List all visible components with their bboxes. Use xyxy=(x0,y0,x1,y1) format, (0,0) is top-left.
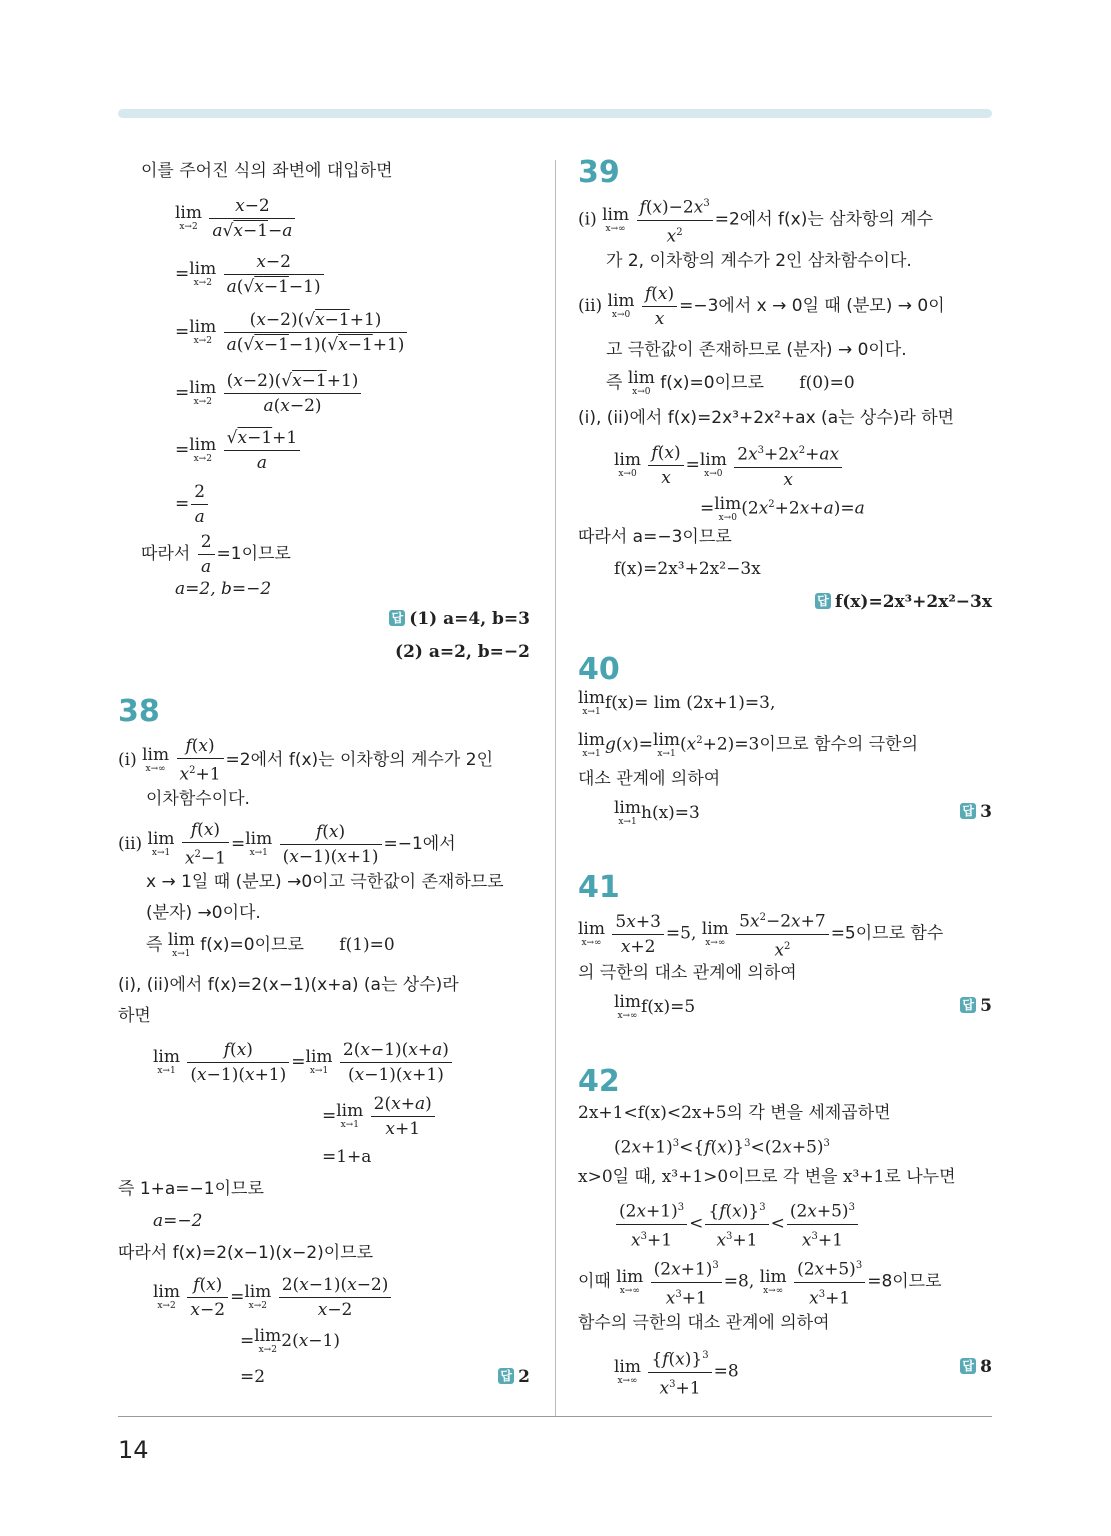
left-step-4: = lim x→2 $\frac{(x-2)(√x-1+1)}{a(x-2)}$ xyxy=(175,371,363,416)
p38-combine2: 하면 xyxy=(118,1006,151,1026)
p39-answer xyxy=(815,591,992,613)
answer-badge: 답 xyxy=(960,1358,976,1374)
p39-calc-2: = lim x→0 $(2x^2+2x+a)=a$ xyxy=(700,493,865,523)
p38-answer-text: 2 xyxy=(518,1367,530,1387)
footer-line xyxy=(118,1416,992,1417)
left-step-3: = lim x→2 $\frac{(x-2)(√x-1+1)}{a(√x-1-1)(√x-1+1)}$ xyxy=(175,310,409,355)
therefore-label: 따라서 xyxy=(141,544,191,564)
p40-line4: lim x→1 h(x)=3 xyxy=(614,798,700,827)
p41-line1-text: =5이므로 함수 xyxy=(830,923,944,944)
p39-ii-cont2b: f(x)=0이므로 xyxy=(660,373,764,393)
p42-ineq2: $\frac{(2x+1)^3}{x^3+1}$ < $\frac{\{f(x)\}^3}{x^3+1}$ < $\frac{(2x+5)^3}{x^3+1}$ xyxy=(614,1198,860,1250)
p38-then: 즉 1+a=−1이므로 xyxy=(118,1179,264,1199)
p38-answer xyxy=(498,1366,530,1388)
p38-ii-cont3a: 즉 xyxy=(146,935,163,955)
p38-ii-cont2: (분자) →0이다. xyxy=(146,903,261,923)
p42-answer-text: 8 xyxy=(980,1357,992,1377)
answer-badge: 답 xyxy=(960,803,976,819)
p38-i-text: =2에서 f(x)는 이차항의 계수가 2인 xyxy=(225,749,493,770)
page-number: 14 xyxy=(118,1436,149,1464)
p38-ii-cont3c: f(1)=0 xyxy=(339,935,395,955)
p40-answer xyxy=(960,801,992,823)
p39-fx: f(x)=2x³+2x²−3x xyxy=(614,559,761,579)
p38-ii-cont1: x → 1일 때 (분모) →0이고 극한값이 존재하므로 xyxy=(146,872,504,892)
answer-badge: 답 xyxy=(815,593,831,609)
answer-1-text: (1) a=4, b=3 xyxy=(409,609,530,629)
left-step-1: lim x→2 $\frac{x-2}{a√x-1-a}$ xyxy=(175,196,297,241)
answer-2: (2) a=2, b=−2 xyxy=(395,642,530,662)
p42-line3a: 이때 xyxy=(578,1271,611,1292)
p39-ii-cont2: 즉 lim x→0 f(x)=0이므로 f(0)=0 xyxy=(606,368,855,397)
problem-42-number: 42 xyxy=(578,1064,620,1099)
p38-ii-label: (ii) xyxy=(118,833,143,854)
p41-line3: lim x→∞ f(x)=5 xyxy=(614,992,696,1021)
problem-41-number: 41 xyxy=(578,870,620,905)
p39-ii-text: =−3에서 x → 0일 때 (분모) → 0이 xyxy=(679,296,945,316)
p41-line3-text: f(x)=5 xyxy=(641,997,696,1017)
p42-line2: x>0일 때, x³+1>0이므로 각 변을 x³+1로 나누면 xyxy=(578,1167,956,1187)
p41-answer-text: 5 xyxy=(980,996,992,1016)
left-step-5: = lim x→2 $\frac{√x-1+1}{a}$ xyxy=(175,428,302,473)
p40-line1-text: f(x)= lim (2x+1)=3, xyxy=(605,693,776,713)
p42-line3: 이때 lim x→∞ $\frac{(2x+1)^3}{x^3+1}$ =8, lim x→∞ $\frac{(2x+5)^3}{x^3+1}$ =8이므로 xyxy=(578,1256,942,1308)
p40-line2-text: 이므로 함수의 극한의 xyxy=(759,734,918,755)
p39-i-cont: 가 2, 이차항의 계수가 2인 삼차함수이다. xyxy=(606,251,912,271)
p38-ii-cont3: 즉 lim x→1 f(x)=0이므로 f(1)=0 xyxy=(146,930,395,959)
p39-combine: (i), (ii)에서 f(x)=2x³+2x²+ax (a는 상수)라 하면 xyxy=(578,408,955,428)
p38-calc-3: =1+a xyxy=(322,1147,372,1167)
left-therefore: 따라서 $\frac{2}{a}$ =1이므로 xyxy=(141,532,291,577)
p41-line1: lim x→∞ $\frac{5x+3}{x+2}$ =5, lim x→∞ $\frac{5x^2-2x+7}{x^2}$ =5이므로 함수 xyxy=(578,908,943,960)
p42-line4: 함수의 극한의 대소 관계에 의하여 xyxy=(578,1313,830,1333)
p38-ii-text: =−1에서 xyxy=(383,833,456,854)
p38-final-3: =2 xyxy=(240,1367,266,1387)
p39-ii-cont2c: f(0)=0 xyxy=(799,373,855,393)
p39-therefore: 따라서 a=−3이므로 xyxy=(578,527,732,547)
problem-40-number: 40 xyxy=(578,652,620,687)
p39-ii-cont1: 고 극한값이 존재하므로 (분자) → 0이다. xyxy=(606,340,907,360)
problem-38-number: 38 xyxy=(118,694,160,729)
p42-line3b: =8이므로 xyxy=(867,1271,942,1292)
p38-i: (i) lim x→∞ $\frac{f(x)}{x^2+1}$ =2에서 f(x)는 이차항의 계수가 2인 xyxy=(118,736,493,785)
p38-final-1: lim x→2 $\frac{f(x)}{x-2}$ = lim x→2 $\frac{2(x-1)(x-2)}{x-2}$ xyxy=(153,1275,393,1320)
p38-combine: (i), (ii)에서 f(x)=2(x−1)(x+a) (a는 상수)라 xyxy=(118,975,459,995)
p40-line1: lim x→1 f(x)= lim (2x+1)=3, xyxy=(578,688,776,717)
header-bar xyxy=(118,109,992,118)
p40-line4-text: h(x)=3 xyxy=(641,803,700,823)
p39-ii: (ii) lim x→0 $\frac{f(x)}{x}$ =−3에서 x → 0일 때 (분모) → 0이 xyxy=(578,284,945,329)
p40-line3: 대소 관계에 의하여 xyxy=(578,769,721,789)
intro-text: 이를 주어진 식의 좌변에 대입하면 xyxy=(141,161,393,181)
p38-ii-cont3b: f(x)=0이므로 xyxy=(200,935,304,955)
p38-therefore: 따라서 f(x)=2(x−1)(x−2)이므로 xyxy=(118,1243,374,1263)
p39-ii-cont2a: 즉 xyxy=(606,373,623,393)
p41-line2: 의 극한의 대소 관계에 의하여 xyxy=(578,963,797,983)
column-divider xyxy=(555,160,556,1416)
p39-i: (i) lim x→∞ $\frac{f(x)-2x^3}{x^2}$ =2에서 f(x)는 삼차항의 계수 xyxy=(578,194,933,246)
p38-calc-1: lim x→1 $\frac{f(x)}{(x-1)(x+1)}$ = lim x→1 $\frac{2(x-1)(x+a)}{(x-1)(x+1)}$ xyxy=(153,1040,454,1085)
p40-line2: lim x→1 g(x)= lim x→1 $(x^2+2)=3$이므로 함수의 극한의 xyxy=(578,729,918,759)
p39-i-text: =2에서 f(x)는 삼차항의 계수 xyxy=(714,209,934,230)
p38-i-cont: 이차함수이다. xyxy=(146,789,250,809)
left-result: a=2, b=−2 xyxy=(175,579,272,599)
answer-badge: 답 xyxy=(389,610,405,626)
left-step-2: = lim x→2 $\frac{x-2}{a(√x-1-1)}$ xyxy=(175,252,326,297)
p42-line1: 2x+1<f(x)<2x+5의 각 변을 세제곱하면 xyxy=(578,1103,891,1123)
eq-suffix: =1이므로 xyxy=(216,544,291,564)
p40-answer-text: 3 xyxy=(980,802,992,822)
p38-ii: (ii) lim x→1 $\frac{f(x)}{x^2-1}$ = lim x→1 $\frac{f(x)}{(x-1)(x+1)}$ =−1에서 xyxy=(118,820,456,869)
p38-a-val: a=−2 xyxy=(153,1211,203,1231)
p38-final-2: = lim x→2 2(x−1) xyxy=(240,1326,340,1355)
problem-39-number: 39 xyxy=(578,155,620,190)
p42-final: lim x→∞ $\frac{\{f(x)\}^3}{x^3+1}$ =8 xyxy=(614,1346,739,1398)
answer-1 xyxy=(389,608,530,630)
answer-badge: 답 xyxy=(498,1368,514,1384)
p42-ineq1: $(2x+1)^3<\{f(x)\}^3<(2x+5)^3$ xyxy=(614,1137,830,1158)
p39-calc-1: lim x→0 $\frac{f(x)}{x}$ = lim x→0 $\frac{2x^3+2x^2+ax}{x}$ xyxy=(614,441,844,490)
p38-calc-2: = lim x→1 $\frac{2(x+a)}{x+1}$ xyxy=(322,1094,437,1139)
p41-answer xyxy=(960,995,992,1017)
p38-i-label: (i) xyxy=(118,749,137,770)
left-step-6: = $\frac{2}{a}$ xyxy=(175,482,210,527)
answer-badge: 답 xyxy=(960,997,976,1013)
p42-answer xyxy=(960,1356,992,1378)
p39-answer-text: f(x)=2x³+2x²−3x xyxy=(834,592,992,612)
